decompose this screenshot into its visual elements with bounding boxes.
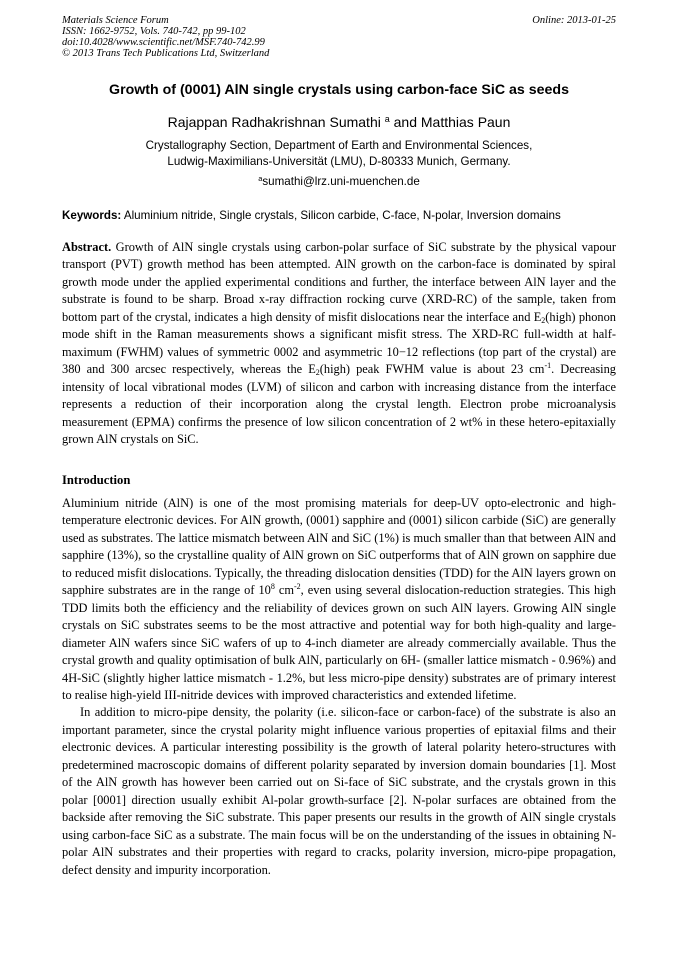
introduction-body xyxy=(62,495,616,879)
abstract-text-4: . Decreasing intensity of local vibrational modes (LVM) of silicon and carbon with increasing distance from the interface represents a reduction of their incorporation along the crystal length. Electron probe microanalysis measurement (EPMA) confirms the presence of low silicon concentration of 2 wt% in these hetero-epitaxially grown AlN crystals on SiC. xyxy=(62,362,616,446)
abstract-text-3: (high) peak FWHM value is about 23 cm xyxy=(319,362,545,377)
keywords-label: Keywords: xyxy=(62,209,122,222)
email-address: sumathi@lrz.uni-muenchen.de xyxy=(262,175,420,188)
author-email xyxy=(40,174,638,190)
abstract-paragraph xyxy=(62,239,616,448)
paper-title: Growth of (0001) AlN single crystals using carbon-face SiC as seeds xyxy=(109,82,569,98)
author-line xyxy=(40,113,638,131)
intro-sup-1: 8 xyxy=(270,582,275,592)
abstract xyxy=(62,239,616,448)
abstract-label: Abstract. xyxy=(62,240,112,254)
keywords-text: Aluminium nitride, Single crystals, Silicon carbide, C-face, N-polar, Inversion domains xyxy=(121,209,561,222)
affiliation-line-2: Ludwig-Maximilians-Universität (LMU), D-80333 Munich, Germany. xyxy=(167,155,511,168)
intro-paragraph-2: In addition to micro-pipe density, the polarity (i.e. silicon-face or carbon-face) of the substrate is also an important parameter, since the crystal polarity might influence various properties of epitaxial films and their electronic devices. A particular interesting possibility is the growth of lateral polarity hetero-structures with predetermined macroscopic domains of different polarity separated by inversion domain boundaries [1]. Most of the AlN growth has however been carried out on Si-face of SiC substrate, and the crystals grown in this polar [0001] direction usually exhibit Al-polar growth-surface [2]. N-polar surfaces are obtained from the backside after removing the SiC substrate. This paper presents our results in the growth of AlN single crystals using carbon-face SiC as a substrate. The main focus will be on the understanding of the issues in obtaining N-polar AlN substrates and their properties with regard to cracks, polarity inversion, micro-pipe propagation, defect density and impurity incorporation. xyxy=(62,705,616,877)
publication-header xyxy=(62,15,616,59)
intro-text-3: , even using several dislocation-reduction strategies. This high TDD limits both the efficiency and the reliability of devices grown on such AlN layers. Growing AlN single crystals on SiC substrates seems to be the most attractive and potential way for both high-quality and large-diameter AlN wafers since SiC wafers of up to 4-inch diameter are already commercially available. Thus the crystal growth and quality optimisation of bulk AlN, particularly on 6H- (smaller lattice mismatch - 0.96%) and 4H-SiC (slightly higher lattice mismatch - 1.2%, but less micro-pipe density) substrates are of primary interest to realise high-yield III-nitride devices with improved characteristics and extended lifetime. xyxy=(62,583,617,702)
affiliation xyxy=(40,138,638,170)
keywords xyxy=(62,208,622,224)
abstract-sub-2: 2 xyxy=(315,368,320,378)
section-heading-introduction: Introduction xyxy=(62,473,131,487)
intro-sup-2: -2 xyxy=(294,582,301,592)
email-mark: a xyxy=(258,174,263,183)
abstract-text-2: (high) phonon mode shift in the Raman measurements shows a significant misfit stress. The XRD-RC full-width at half-maximum (FWHM) values of symmetric 0002 and asymmetric 10−12 reflections (top part of the crystal) are 380 and 300 arcsec respectively, whereas the E xyxy=(62,309,616,377)
online-date: Online: 2013-01-25 xyxy=(532,15,616,26)
intro-text-2: cm xyxy=(274,583,294,598)
author-2: and Matthias Paun xyxy=(389,114,511,130)
doi-line: doi:10.4028/www.scientific.net/MSF.740-742.99 xyxy=(62,37,265,48)
issn-line: ISSN: 1662-9752, Vols. 740-742, pp 99-102 xyxy=(62,26,246,37)
journal-name: Materials Science Forum xyxy=(62,15,169,26)
abstract-sub-1: 2 xyxy=(541,315,546,325)
affiliation-line-1: Crystallography Section, Department of Earth and Environmental Sciences, xyxy=(145,139,533,152)
intro-text-1: Aluminium nitride (AlN) is one of the most promising materials for deep-UV opto-electronic and high-temperature electronic devices. For AlN growth, (0001) sapphire and (0001) silicon carbide (SiC) are generally used as substrates. The lattice mismatch between AlN and SiC (1%) is much smaller than that between AlN and sapphire (13%), so the crystalline quality of AlN grown on SiC outperforms that of AlN grown on sapphire due to reduced misfit dislocations. Typically, the threading dislocation densities (TDD) for the AlN layers grown on sapphire substrates are in the range of 10 xyxy=(62,496,616,598)
intro-paragraph-1 xyxy=(62,495,616,704)
abstract-text-1: Growth of AlN single crystals using carbon-polar surface of SiC substrate by the physical vapour transport (PVT) growth method has been attempted. AlN growth on the carbon-face is dominated by spiral growth mode under the applied experimental conditions and further, the interface between AlN layer and the substrate is found to be sharp. Broad x-ray diffraction rocking curve (XRD-RC) of the sample, taken from bottom part of the crystal, indicates a high density of misfit dislocations near the interface and E xyxy=(62,240,616,324)
abstract-sup-1: -1 xyxy=(544,361,552,371)
copyright-line: © 2013 Trans Tech Publications Ltd, Switzerland xyxy=(62,48,270,59)
author-1: Rajappan Radhakrishnan Sumathi xyxy=(167,114,381,130)
affiliation-mark: a xyxy=(384,114,390,124)
